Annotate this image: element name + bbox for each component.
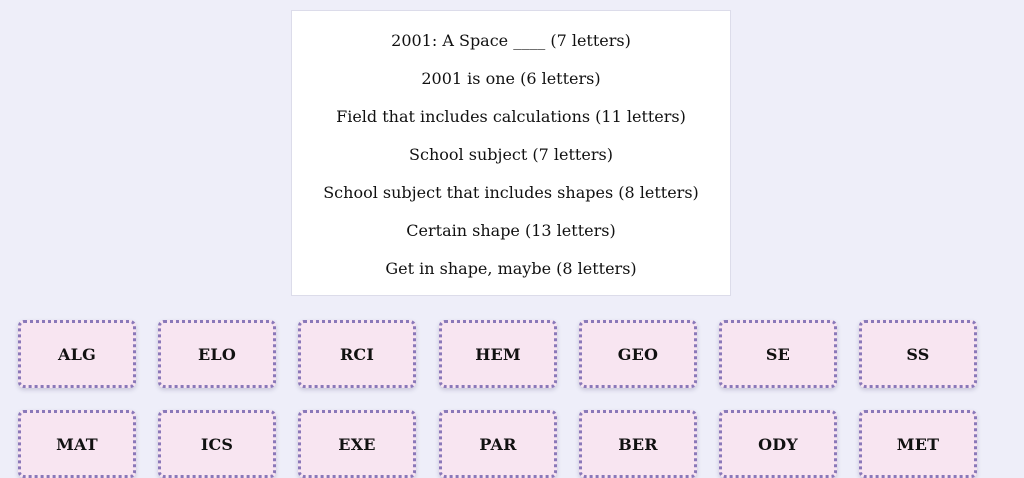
letter-tile[interactable]: [859, 320, 977, 388]
tile-label: PAR: [479, 434, 517, 454]
clue-list: [292, 31, 730, 297]
clue-item: School subject that includes shapes (8 letters): [323, 183, 699, 202]
letter-tile[interactable]: [579, 320, 697, 388]
clue-item: Field that includes calculations (11 letters): [336, 107, 686, 126]
letter-tile[interactable]: [298, 320, 416, 388]
tile-label: RCI: [339, 344, 375, 364]
tile-label: GEO: [617, 344, 659, 364]
tile-label: ALG: [58, 344, 96, 364]
clue-panel: [291, 10, 731, 296]
clue-item: 2001: A Space ____ (7 letters): [391, 31, 631, 50]
clue-item: Certain shape (13 letters): [406, 221, 616, 240]
letter-tile[interactable]: [158, 320, 276, 388]
clue-item: Get in shape, maybe (8 letters): [385, 259, 637, 278]
letter-tile[interactable]: [18, 320, 136, 388]
tile-label: HEM: [475, 344, 521, 364]
letter-tile[interactable]: [579, 410, 697, 478]
tile-label: EXE: [338, 434, 376, 454]
tile-label: MET: [896, 434, 940, 454]
letter-tile[interactable]: [439, 320, 557, 388]
clue-item: 2001 is one (6 letters): [421, 69, 601, 88]
tile-label: ICS: [200, 434, 234, 454]
tile-label: SS: [906, 344, 930, 364]
clue-item: School subject (7 letters): [409, 145, 613, 164]
tile-label: ODY: [758, 434, 798, 454]
letter-tile[interactable]: [158, 410, 276, 478]
tile-label: SE: [765, 344, 791, 364]
tile-label: MAT: [56, 434, 98, 454]
letter-tile[interactable]: [18, 410, 136, 478]
letter-tile[interactable]: [298, 410, 416, 478]
letter-tile[interactable]: [439, 410, 557, 478]
letter-tile[interactable]: [859, 410, 977, 478]
letter-tile[interactable]: [719, 320, 837, 388]
letter-tile[interactable]: [719, 410, 837, 478]
tile-label: BER: [618, 434, 658, 454]
tile-label: ELO: [198, 344, 236, 364]
